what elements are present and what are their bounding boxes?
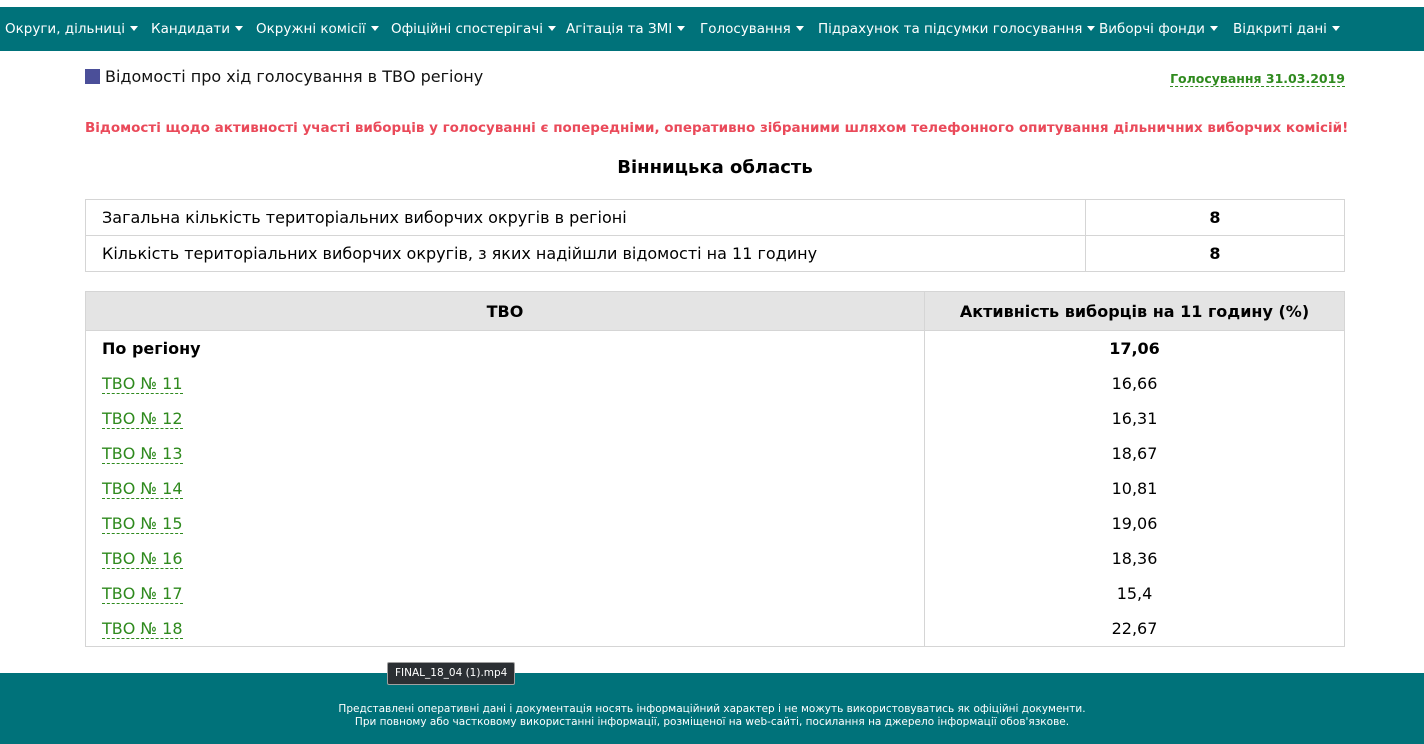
chevron-down-icon	[796, 26, 804, 31]
nav-item-districts[interactable]	[5, 7, 138, 51]
nav-item-open-data[interactable]	[1233, 7, 1340, 51]
region-total-value: 17,06	[925, 331, 1345, 367]
tvo-link[interactable]: ТВО № 18	[102, 619, 183, 638]
nav-item-candidates[interactable]	[151, 7, 243, 51]
turnout-table	[85, 291, 1345, 647]
turnout-value: 10,81	[925, 471, 1345, 506]
table-row	[86, 576, 1345, 611]
turnout-value: 15,4	[925, 576, 1345, 611]
chevron-down-icon	[235, 26, 243, 31]
table-row	[86, 541, 1345, 576]
table-row	[86, 471, 1345, 506]
tvo-link[interactable]: ТВО № 14	[102, 479, 183, 498]
file-tooltip: FINAL_18_04 (1).mp4	[387, 662, 515, 685]
region-total-label: По регіону	[86, 331, 925, 367]
tvo-link[interactable]: ТВО № 11	[102, 374, 183, 393]
tvo-link[interactable]: ТВО № 12	[102, 409, 183, 428]
voting-date-link[interactable]: Голосування 31.03.2019	[1170, 71, 1345, 86]
chevron-down-icon	[130, 26, 138, 31]
turnout-value: 16,66	[925, 366, 1345, 401]
summary-table	[85, 199, 1345, 272]
turnout-value: 16,31	[925, 401, 1345, 436]
nav-item-label: Окружні комісії	[256, 21, 366, 37]
summary-row	[86, 200, 1345, 236]
tvo-link[interactable]: ТВО № 13	[102, 444, 183, 463]
turnout-value: 19,06	[925, 506, 1345, 541]
nav-item-label: Агітація та ЗМІ	[566, 21, 673, 37]
summary-value: 8	[1086, 200, 1345, 236]
preliminary-data-warning: Відомості щодо активності участі виборців у голосуванні є попередніми, оперативно зібраними шляхом телефонного опитування дільничних виборчих комісій!	[85, 120, 1349, 136]
nav-item-label: Підрахунок та підсумки голосування	[818, 21, 1083, 37]
chevron-down-icon	[371, 26, 379, 31]
nav-item-label: Виборчі фонди	[1099, 21, 1205, 37]
top-navbar	[0, 7, 1424, 51]
nav-item-commissions[interactable]	[256, 7, 379, 51]
nav-item-label: Офіційні спостерігачі	[391, 21, 544, 37]
table-row	[86, 506, 1345, 541]
tvo-link[interactable]: ТВО № 16	[102, 549, 183, 568]
table-row	[86, 611, 1345, 647]
footer-disclaimer: Представлені оперативні дані і документація носять інформаційний характер і не можуть використовуватись як офіційні документи.	[338, 703, 1086, 715]
nav-item-label: Округи, дільниці	[5, 21, 125, 37]
nav-item-voting[interactable]	[700, 7, 804, 51]
summary-row	[86, 236, 1345, 272]
summary-value: 8	[1086, 236, 1345, 272]
turnout-value: 18,36	[925, 541, 1345, 576]
nav-item-label: Голосування	[700, 21, 791, 37]
nav-item-label: Відкриті дані	[1233, 21, 1327, 37]
table-row	[86, 436, 1345, 471]
chevron-down-icon	[548, 26, 556, 31]
table-header-row	[86, 292, 1345, 331]
chevron-down-icon	[677, 26, 685, 31]
tvo-link[interactable]: ТВО № 15	[102, 514, 183, 533]
region-heading: Вінницька область	[617, 157, 813, 178]
summary-label: Загальна кількість територіальних виборчих округів в регіоні	[86, 200, 1086, 236]
chevron-down-icon	[1087, 26, 1095, 31]
summary-label: Кількість територіальних виборчих округів, з яких надійшли відомості на 11 годину	[86, 236, 1086, 272]
column-header-tvo: ТВО	[86, 292, 925, 331]
nav-item-campaign-media[interactable]	[566, 7, 685, 51]
nav-item-label: Кандидати	[151, 21, 231, 37]
page-title-text: Відомості про хід голосування в ТВО регіону	[105, 67, 484, 86]
footer-attribution-note: При повному або частковому використанні інформації, розміщеної на web-сайті, посилання на джерело інформації обов'язкове.	[354, 716, 1070, 728]
turnout-value: 22,67	[925, 611, 1345, 647]
table-row-region-total	[86, 331, 1345, 367]
square-bullet-icon	[85, 69, 100, 84]
table-row	[86, 401, 1345, 436]
column-header-activity: Активність виборців на 11 годину (%)	[925, 292, 1345, 331]
chevron-down-icon	[1332, 26, 1340, 31]
chevron-down-icon	[1210, 26, 1218, 31]
tvo-link[interactable]: ТВО № 17	[102, 584, 183, 603]
footer	[0, 673, 1424, 744]
turnout-value: 18,67	[925, 436, 1345, 471]
nav-item-election-funds[interactable]	[1099, 7, 1218, 51]
top-gap	[0, 0, 1424, 7]
nav-item-counting-results[interactable]	[818, 7, 1095, 51]
nav-item-observers[interactable]	[391, 7, 556, 51]
table-row	[86, 366, 1345, 401]
page-title	[85, 67, 483, 86]
